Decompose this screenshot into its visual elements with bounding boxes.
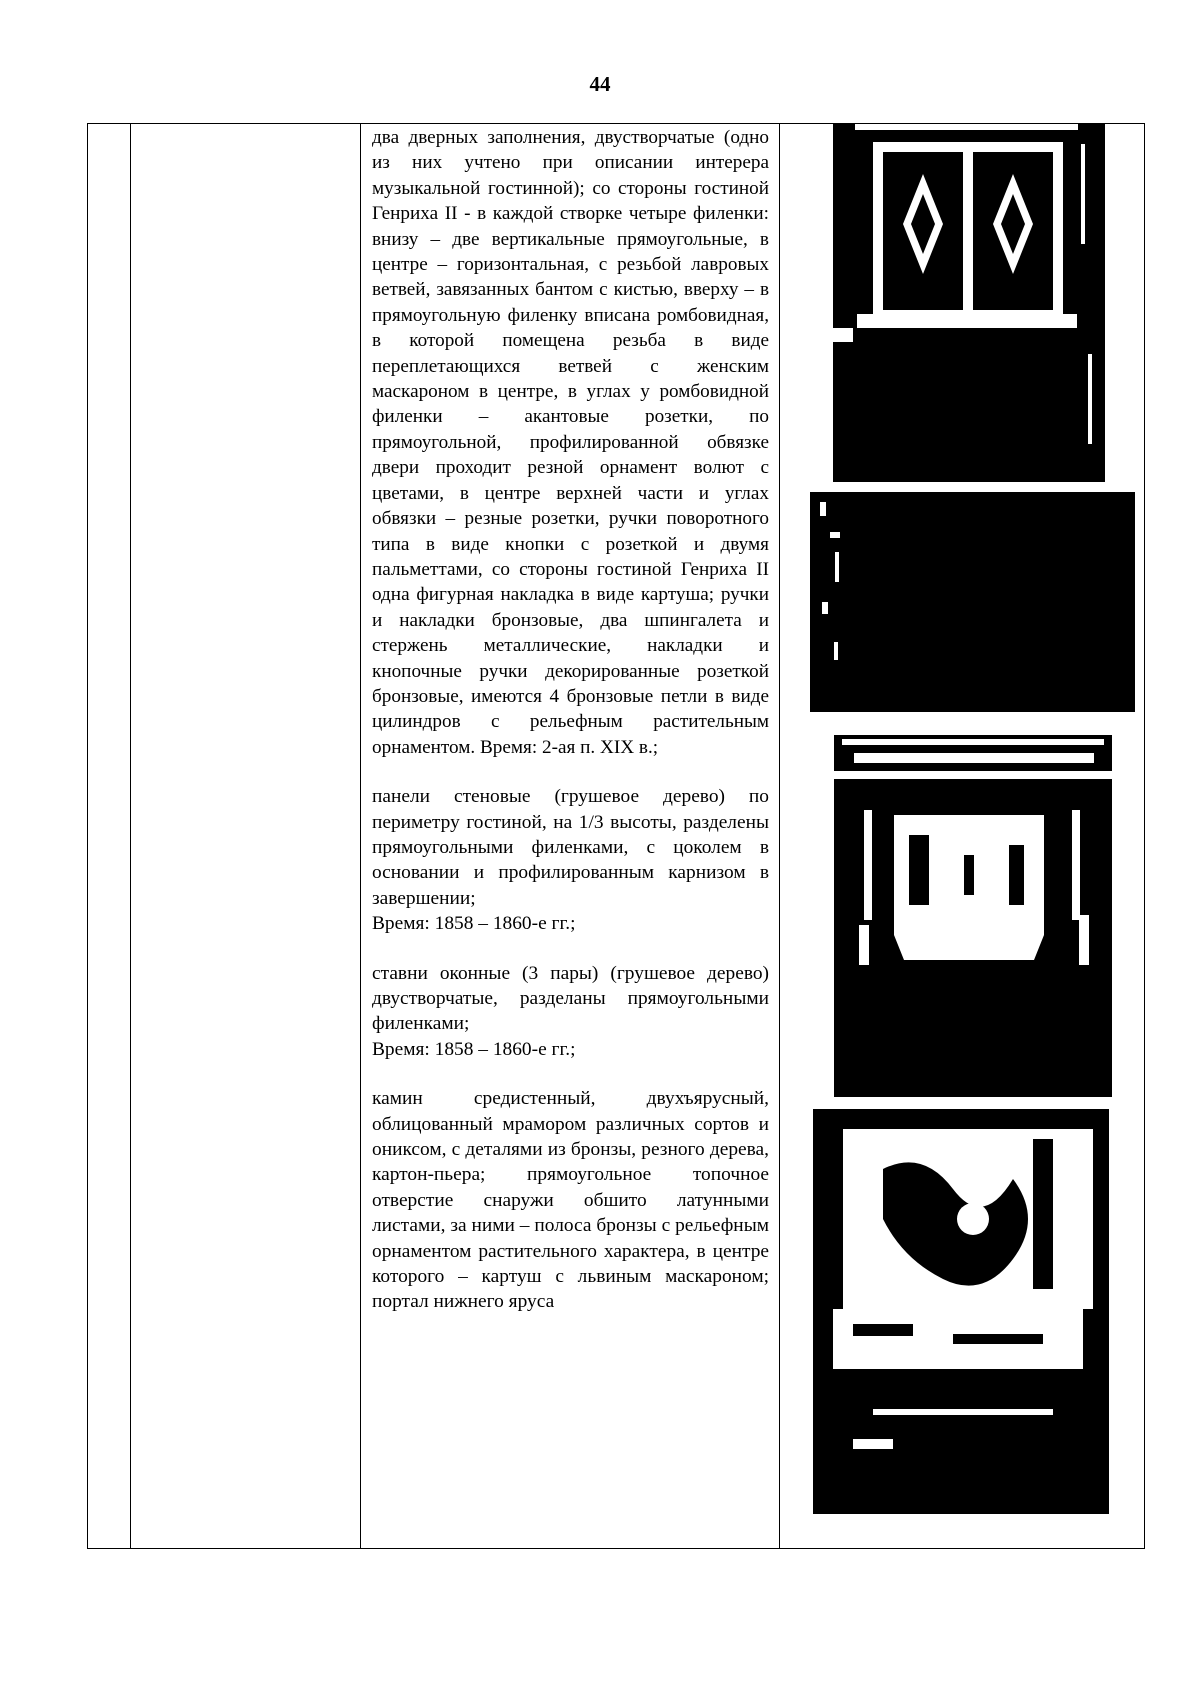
door-description: два дверных заполнения, двустворчатые (одно из них учтено при описании интерера музыкальной гостинной); со стороны гостиной Генриха II - в каждой створке четыре филенки: внизу – две вертикальные прямоугольные, в центре – горизонтальная, с резьбой лавровых ветвей, завязанных бантом с кистью, вверху – в прямоугольную филенку вписана ромбовидная, в которой помещена резьба в виде переплетающихся ветвей с женским маскароном в центре, в углах у ромбовидной филенки – акантовые розетки, по прямоугольной, профилированной обвязке двери проходит резной орнамент волют с цветами, в центре верхней части и углах обвязки – резные розетки, ручки поворотного типа в виде кнопки с розеткой и двумя пальметтами, со стороны гостиной Генриха II одна фигурная накладка в виде картуша; ручки и накладки бронзовые, два шпингалета и стержень металлические, накладки и кнопочные ручки декорированные розеткой бронзовые, имеются 4 бронзовые петли в виде цилиндров с рельефным растительным орнаментом. Время: 2-ая п. XIX в.; [372,127,769,758]
door-photo [833,124,1105,482]
table-row [88,124,1145,1549]
photo-cell [780,124,1145,1549]
shutters-text: ставни оконные (3 пары) (грушевое дерево) двустворчатые, разделаны прямоугольными филенками; [372,962,769,1035]
name-cell [131,124,361,1549]
description-cell [361,124,780,1549]
panels-description [372,784,769,936]
shutters-description [372,961,769,1063]
panels-time: Время: 1858 – 1860-е гг.; [372,913,576,935]
interior-photo [810,492,1135,712]
relief-photo [813,1109,1109,1514]
fireplace-image [834,725,1112,1097]
interior-image [810,492,1135,712]
shutters-time: Время: 1858 – 1860-е гг.; [372,1038,576,1060]
fireplace-description: камин средистенный, двухъярусный, облицованный мрамором различных сортов и ониксом, с деталями из бронзы, резного дерева, картон-пьера; прямоугольное топочное отверстие снаружи обшито латунными листами, за ними – полоса бронзы с рельефным орнаментом растительного характера, в центре которого – картуш с львиным маскароном; портал нижнего яруса [372,1088,769,1313]
fireplace-photo [834,725,1112,1097]
relief-image [813,1109,1109,1514]
inventory-table [87,123,1145,1549]
page-number: 44 [589,72,611,96]
door-image [833,124,1105,482]
number-cell [88,124,131,1549]
panels-text: панели стеновые (грушевое дерево) по периметру гостиной, на 1/3 высоты, разделены прямоугольными филенками, с цоколем в основании и профилированным карнизом в завершении; [372,786,769,909]
